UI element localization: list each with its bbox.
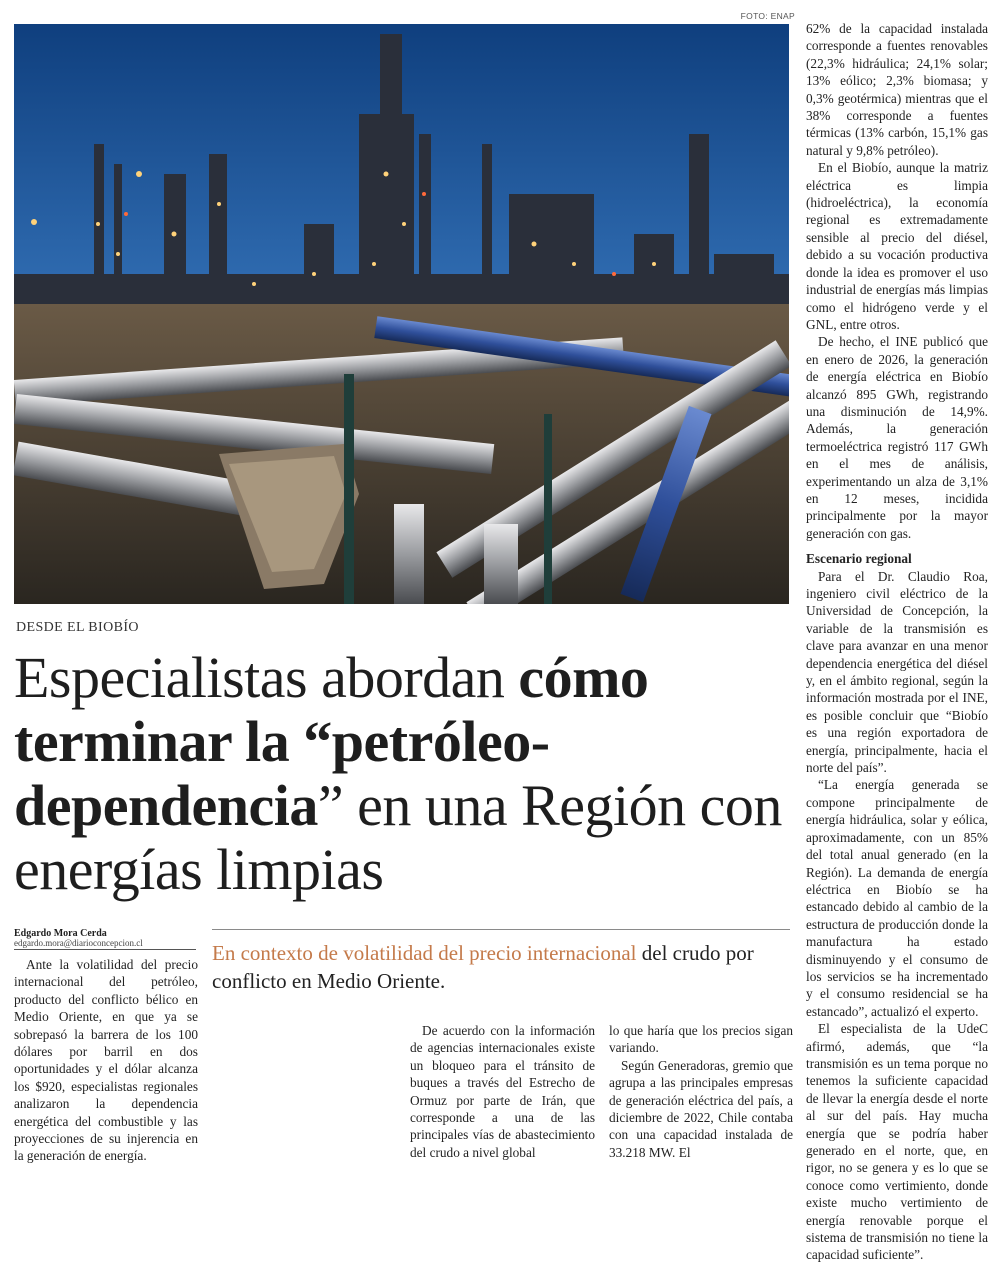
byline-name: Edgardo Mora Cerda xyxy=(14,928,107,939)
byline-divider xyxy=(14,949,196,950)
subtitle-divider xyxy=(212,929,790,930)
column-right xyxy=(806,20,988,1264)
headline-part-2-bold: cómo terminar la “petróleo-dependencia xyxy=(14,645,649,838)
photo-credit: FOTO: ENAP xyxy=(740,11,795,21)
subheading-escenario-regional: Escenario regional xyxy=(806,551,912,567)
subtitle xyxy=(212,939,792,995)
paragraph: 62% de la capacidad instalada corresponde a fuentes renovables (22,3% hidráulica; 24,1% solar; 13% eólico; 2,3% biomasa; y 0,3% geotérmica) mientras que el 38% corresponde a fuentes térmicas (13% carbón, 15,1% gas natural y 9,8% petróleo). xyxy=(806,21,988,158)
byline-email: edgardo.mora@diarioconcepcion.cl xyxy=(14,938,143,948)
paragraph: Para el Dr. Claudio Roa, ingeniero civil eléctrico de la Universidad de Concepción, la variable de la transmisión es clave para avanzar en una menor dependencia energética del diésel y, en el ámbito regional, según la información mostrada por el INE, es posible concluir que “Biobío es una región exportadora de energía, principalmente, hacia el norte del país”. xyxy=(806,568,988,776)
column-middle-1 xyxy=(410,1022,595,1161)
headline-part-3: ” en una Región con energías limpias xyxy=(14,773,782,902)
column-left xyxy=(14,956,198,1165)
column-middle-2 xyxy=(609,1022,793,1161)
section-label: DESDE EL BIOBÍO xyxy=(16,620,139,635)
paragraph: En el Biobío, aunque la matriz eléctrica es limpia (hidroeléctrica), la economía regional es extremadamente sensible al precio del diésel, debido a su vocación productiva donde la idea es promover el uso industrial de energías más limpias como el hidrógeno verde y el GNL, entre otros. xyxy=(806,160,988,332)
subtitle-rest: del crudo por conflicto en Medio Oriente. xyxy=(212,941,754,993)
paragraph: De acuerdo con la información de agencias internacionales existe un bloqueo para el tránsito de buques a través del Estrecho de Ormuz por parte de Irán, que corresponde a una de las principales vías de abastecimiento del crudo a nivel global xyxy=(410,1023,595,1160)
paragraph: El especialista de la UdeC afirmó, además, que “la transmisión es un tema porque no tenemos la suficiente capacidad de llevar la energía desde el norte al sur del país. Hay mucha energía que se podría haber generado en el norte, que, en rigor, no se genera y es lo que se conoce como vertimiento, donde existe mucho vertimiento de energía renovable porque el sistema de transmisión no tiene la capacidad suficiente”. xyxy=(806,1021,988,1263)
paragraph: lo que haría que los precios sigan variando. xyxy=(609,1023,793,1056)
paragraph: Ante la volatilidad del precio internacional del petróleo, producto del conflicto bélico en Medio Oriente, en que ya se sobrepasó la barrera de los 100 dólares por barril en dos oportunidades y el dólar alcanza los $920, especialistas regionales analizaron la dependencia energética del combustible y las proyecciones de su injerencia en la generación de energía. xyxy=(14,957,198,1164)
paragraph: Según Generadoras, gremio que agrupa a las principales empresas de generación eléctrica del país, a diciembre de 2022, Chile contaba con una capacidad instalada de 33.218 MW. El xyxy=(609,1057,793,1160)
headline xyxy=(14,646,789,902)
paragraph: De hecho, el INE publicó que en enero de 2026, la generación de energía eléctrica en Biobío alcanzó 895 GWh, registrando una disminución de 14,9%. Además, la generación termoeléctrica registró 117 GWh en el mes de análisis, experimentando un alza de 3,1% en 12 meses, incidida principalmente por la mayor generación con gas. xyxy=(806,334,988,541)
subtitle-accent: En contexto de volatilidad del precio internacional xyxy=(212,941,637,965)
headline-part-1: Especialistas abordan xyxy=(14,645,519,710)
paragraph: “La energía generada se compone principalmente de energía hidráulica, solar y eólica, aproximadamente, con un 85% del total anual generado (en la Región). La demanda de energía eléctrica en Biobío se ha estancado debido al cambio de la estructura de producción donde la manufactura ha estado disminuyendo y el consumo de los servicios se ha incrementado y el consumo residencial se ha estancado”, actualizó el experto. xyxy=(806,777,988,1019)
refinery-photo xyxy=(14,24,789,604)
